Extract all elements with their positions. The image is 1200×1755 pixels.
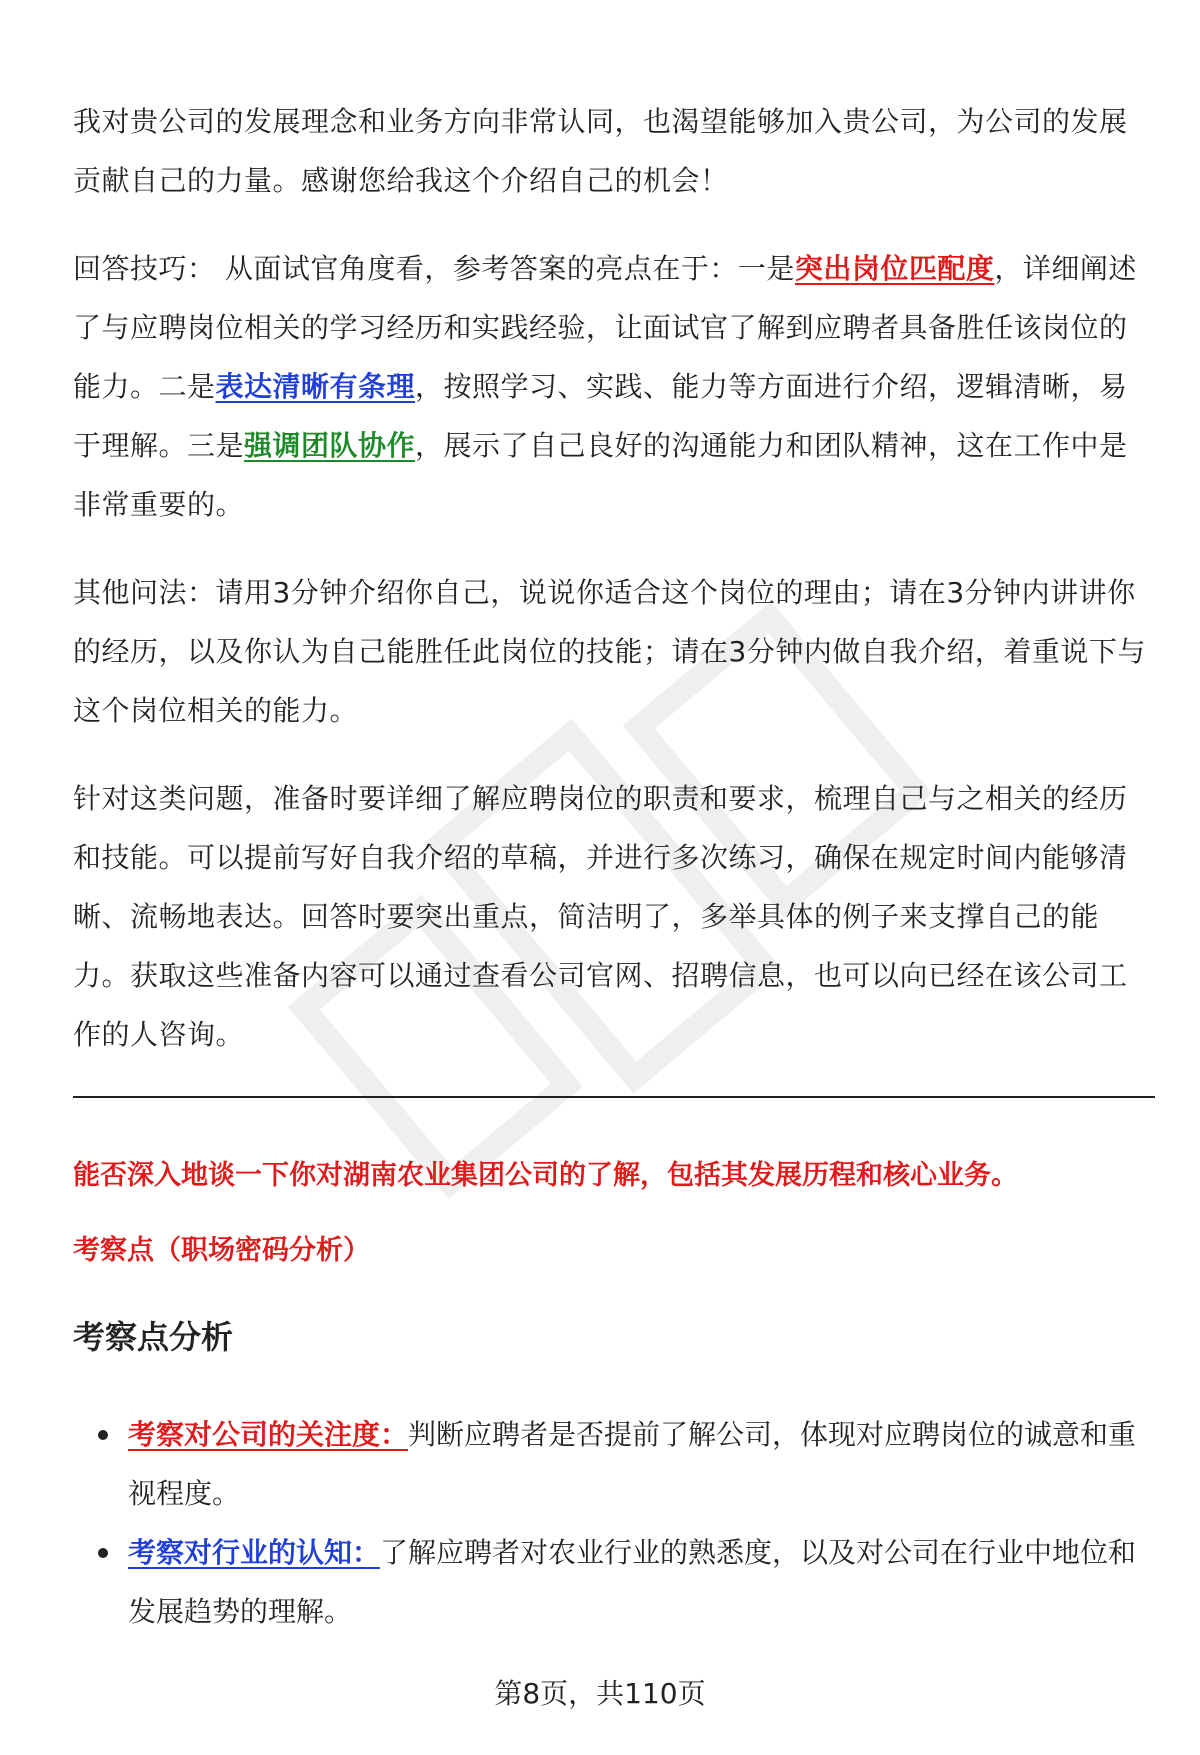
item-label: 考察对行业的认知： <box>128 1536 381 1569</box>
bullet-icon <box>98 1430 108 1440</box>
paragraph-answer-tips <box>73 239 1155 534</box>
tips-middle-1: ，详细阐述了与应聘岗位相关的学习经历和实践经验，让面试官了解到应聘者具备胜任该岗位的能力。二是 <box>73 252 1137 403</box>
highlight-clear-expression: 表达清晰有条理 <box>215 370 416 403</box>
analysis-list <box>73 1405 1155 1641</box>
paragraph-preparation: 针对这类问题，准备时要详细了解应聘岗位的职责和要求，梳理自己与之相关的经历和技能。可以提前写好自我介绍的草稿，并进行多次练习，确保在规定时间内能够清晰、流畅地表达。回答时要突出重点，简洁明了，多举具体的例子来支撑自己的能力。获取这些准备内容可以通过查看公司官网、招聘信息，也可以向已经在该公司工作的人咨询。 <box>73 782 1128 1051</box>
section-heading: 考察点分析 <box>73 1318 234 1356</box>
item-text: 判断应聘者是否提前了解公司，体现对应聘岗位的诚意和重视程度。 <box>128 1418 1137 1510</box>
item-text: 了解应聘者对农业行业的熟悉度，以及对公司在行业中地位和发展趋势的理解。 <box>128 1536 1137 1628</box>
question-title: 能否深入地谈一下你对湖南农业集团公司的了解，包括其发展历程和核心业务。 <box>73 1160 1018 1191</box>
item-label: 考察对公司的关注度： <box>128 1418 409 1451</box>
tips-middle-2: ，按照学习、实践、能力等方面进行介绍，逻辑清晰，易于理解。三是 <box>73 370 1128 462</box>
document-body <box>73 92 1155 1093</box>
list-item <box>73 1405 1155 1523</box>
list-item <box>73 1523 1155 1641</box>
paragraph-closing: 我对贵公司的发展理念和业务方向非常认同，也渴望能够加入贵公司，为公司的发展贡献自己的力量。感谢您给我这个介绍自己的机会！ <box>73 105 1128 197</box>
highlight-teamwork: 强调团队协作 <box>244 429 416 462</box>
bullet-icon <box>98 1548 108 1558</box>
page-number: 第8页，共110页 <box>494 1677 706 1710</box>
section-divider <box>73 1096 1155 1098</box>
paragraph-other-questions: 其他问法：请用3分钟介绍你自己，说说你适合这个岗位的理由；请在3分钟内讲讲你的经历，以及你认为自己能胜任此岗位的技能；请在3分钟内做自我介绍，着重说下与这个岗位相关的能力。 <box>73 576 1146 727</box>
question-subtitle: 考察点（职场密码分析） <box>73 1235 370 1266</box>
tips-suffix: ，展示了自己良好的沟通能力和团队精神，这在工作中是非常重要的。 <box>73 429 1128 521</box>
highlight-job-match: 突出岗位匹配度 <box>794 252 995 285</box>
tips-prefix: 回答技巧： 从面试官角度看，参考答案的亮点在于：一是 <box>73 252 795 285</box>
